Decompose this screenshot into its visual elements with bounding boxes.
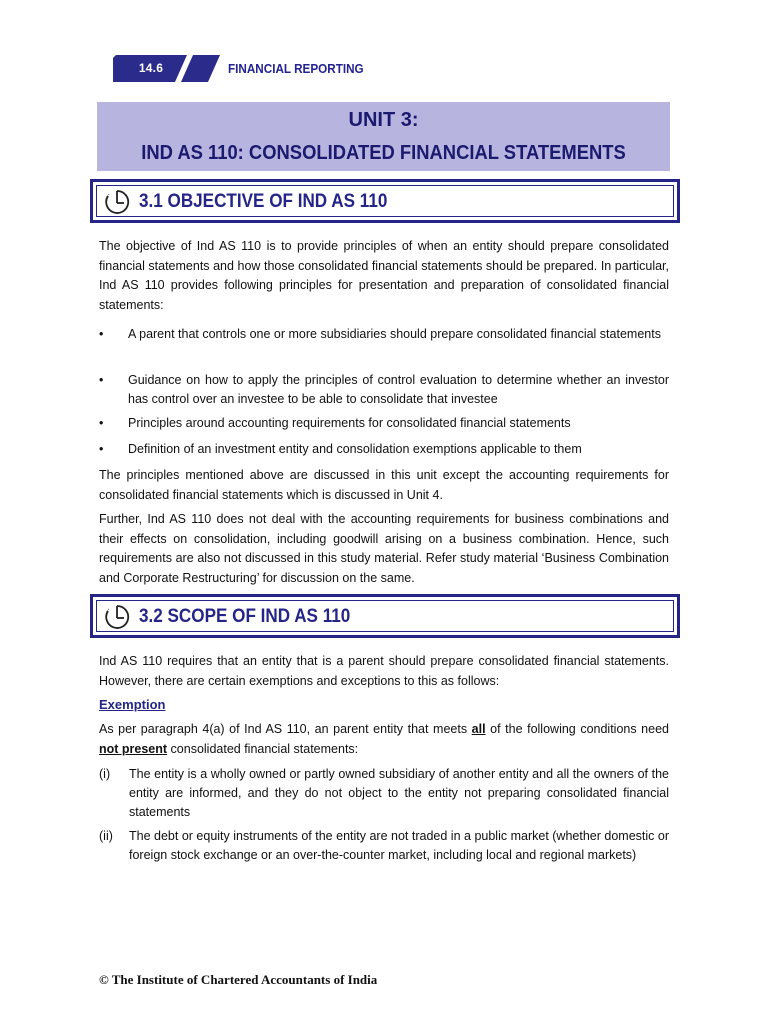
list-item-text: The entity is a wholly owned or partly owned subsidiary of another entity and all the owners of the entity are informed, and they do not object to the entity not preparing consolidated financial statements (129, 767, 669, 819)
list-item-text: Definition of an investment entity and consolidation exemptions applicable to them (128, 442, 582, 456)
list-item-text: The debt or equity instruments of the entity are not traded in a public market (whether domestic or foreign stock exchange or an over-the-counter market, including local and regional markets) (129, 829, 669, 862)
bullet-icon: • (99, 416, 104, 430)
unit-title-block (97, 102, 670, 171)
page-number-tab (113, 55, 220, 82)
text-run: As per paragraph 4(a) of Ind AS 110, an parent entity that meets (99, 722, 472, 736)
list-item-text: Principles around accounting requirements for consolidated financial statements (128, 416, 571, 430)
unit-title: IND AS 110: CONSOLIDATED FINANCIAL STATEMENTS (141, 142, 626, 164)
bullet-icon: • (99, 442, 104, 456)
text-run: of the following conditions need (485, 722, 669, 736)
scope-intro: Ind AS 110 requires that an entity that is a parent should prepare consolidated financial statements. However, there are certain exemptions and exceptions to this as follows: (99, 654, 669, 688)
footer-copyright: © The Institute of Chartered Accountants of India (99, 972, 378, 987)
list-item-label: (ii) (99, 829, 113, 843)
list-item-label: (i) (99, 767, 111, 781)
section-heading-3-2 (90, 594, 680, 638)
objective-paragraph-3: Further, Ind AS 110 does not deal with the accounting requirements for business combinations and their effects on consolidation, including goodwill arising on a business combination. Hence, such requirements are also not discussed in this study material. Refer study material ‘Business Combination and Corporate Restructuring’ for discussion on the same. (99, 512, 669, 585)
emphasis-not-present: not present (99, 741, 168, 756)
list-item-text: A parent that controls one or more subsidiaries should prepare consolidated financial statements (128, 327, 661, 341)
exemption-subheading: Exemption (99, 697, 166, 712)
unit-number: UNIT 3: (348, 109, 419, 131)
bullet-icon: • (99, 327, 104, 341)
page-number: 14.6 (138, 61, 164, 75)
running-title: FINANCIAL REPORTING (228, 61, 364, 76)
emphasis-all: all (471, 722, 486, 736)
section-title: 3.2 SCOPE OF IND AS 110 (139, 606, 351, 627)
section-title: 3.1 OBJECTIVE OF IND AS 110 (139, 191, 388, 212)
objective-intro: The objective of Ind AS 110 is to provide principles of when an entity should prepare consolidated financial statements and how those consolidated financial statements should be prepared. In particular, Ind AS 110 provides following principles for presentation and preparation of consolidated financial statements: (99, 239, 669, 312)
text-run: consolidated financial statements: (167, 741, 359, 756)
section-heading-3-1 (90, 179, 680, 223)
objective-paragraph-2: The principles mentioned above are discussed in this unit except the accounting requirements for consolidated financial statements which is discussed in Unit 4. (99, 468, 669, 502)
bullet-icon: • (99, 373, 104, 387)
list-item-text: Guidance on how to apply the principles of control evaluation to determine whether an investor has control over an investee to be able to consolidate that investee (128, 373, 669, 406)
clock-icon (102, 187, 132, 217)
exemption-paragraph (99, 720, 669, 759)
clock-icon (102, 602, 132, 632)
